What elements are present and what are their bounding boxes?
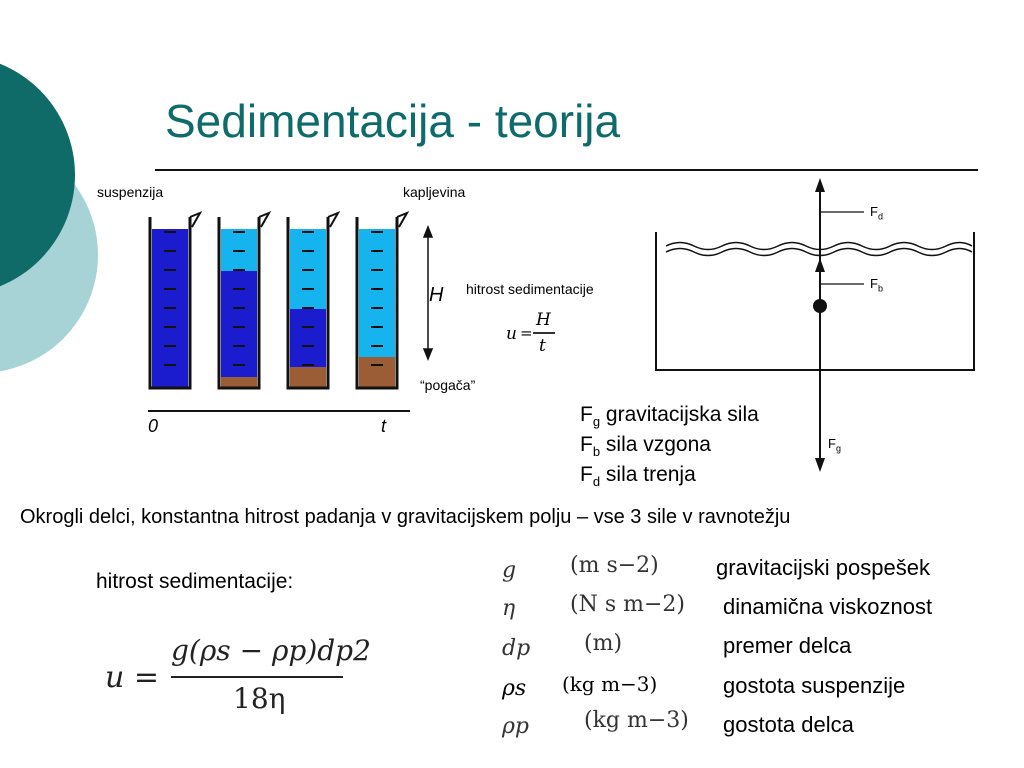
var-unit-dp: (m) bbox=[584, 631, 623, 656]
cylinders-figure bbox=[140, 205, 440, 445]
legend-drag: $F_d$ sila trenja bbox=[580, 463, 696, 490]
var-unit-rhop: (kg m−3) bbox=[584, 708, 689, 733]
arrow-up-mid bbox=[815, 258, 825, 272]
var-symbol-rhos: ρs bbox=[502, 676, 527, 701]
title-divider bbox=[155, 169, 978, 171]
label-sedimentation-rate: hitrost sedimentacije bbox=[466, 281, 594, 297]
formula-numerator: g(ρs − ρp)dp2 bbox=[171, 634, 371, 667]
cylinder-1 bbox=[150, 213, 200, 388]
var-unit-rhos: (kg m−3) bbox=[562, 672, 658, 696]
axis-label-start: 0 bbox=[148, 416, 159, 436]
arrow-down bbox=[815, 458, 825, 472]
force-diagram bbox=[640, 172, 990, 477]
label-cake: “pogača” bbox=[420, 377, 476, 393]
var-desc-rhop: gostota delca bbox=[723, 712, 854, 737]
var-symbol-dp: dp bbox=[502, 636, 531, 661]
force-label-buoyancy: $F_b$ bbox=[870, 276, 883, 294]
small-formula bbox=[506, 310, 566, 360]
formula-bar bbox=[171, 676, 343, 678]
force-label-gravity: $F_g$ bbox=[828, 436, 841, 454]
equilibrium-statement: Okrogli delci, konstantna hitrost padanja v gravitacijskem polju – vse 3 sile v ravnotežju bbox=[20, 506, 791, 528]
decorative-circles bbox=[0, 0, 110, 420]
cylinder-3 bbox=[288, 213, 338, 388]
legend-buoyancy: $F_b$ sila vzgona bbox=[580, 433, 711, 460]
formula-denominator: 18η bbox=[233, 682, 286, 715]
cylinder-4 bbox=[357, 213, 407, 388]
formula-denominator: t bbox=[539, 336, 546, 356]
var-desc-eta: dinamična viskoznost bbox=[723, 594, 933, 619]
var-desc-g: gravitacijski pospešek bbox=[716, 555, 930, 580]
stokes-formula bbox=[105, 632, 371, 722]
var-desc-rhos: gostota suspenzije bbox=[723, 673, 906, 698]
formula-fraction-bar bbox=[533, 332, 555, 334]
formula-equals: = bbox=[520, 324, 533, 342]
label-liquid: kapljevina bbox=[403, 184, 466, 200]
var-unit-g: (m s−2) bbox=[570, 553, 659, 578]
particle bbox=[813, 299, 827, 313]
cylinder-2 bbox=[219, 213, 269, 388]
axis-label-end: t bbox=[381, 416, 387, 436]
formula-u: u bbox=[506, 324, 517, 344]
height-label: H bbox=[429, 284, 444, 306]
var-unit-eta: (N s m−2) bbox=[570, 592, 685, 617]
label-suspension: suspenzija bbox=[97, 184, 164, 200]
formula-lhs: u = bbox=[105, 660, 159, 695]
force-label-drag: $F_d$ bbox=[870, 204, 883, 222]
container-outline bbox=[656, 232, 974, 370]
arrow-up-top bbox=[815, 178, 825, 192]
var-symbol-g: g bbox=[502, 558, 517, 583]
rate-label: hitrost sedimentacije: bbox=[96, 570, 294, 593]
legend-gravity: $F_g$ gravitacijska sila bbox=[580, 403, 759, 430]
formula-numerator: H bbox=[536, 310, 551, 330]
var-desc-dp: premer delca bbox=[723, 633, 852, 658]
page-title: Sedimentacija - teorija bbox=[165, 95, 621, 147]
var-symbol-rhop: ρp bbox=[502, 714, 530, 739]
var-symbol-eta: η bbox=[502, 596, 516, 621]
